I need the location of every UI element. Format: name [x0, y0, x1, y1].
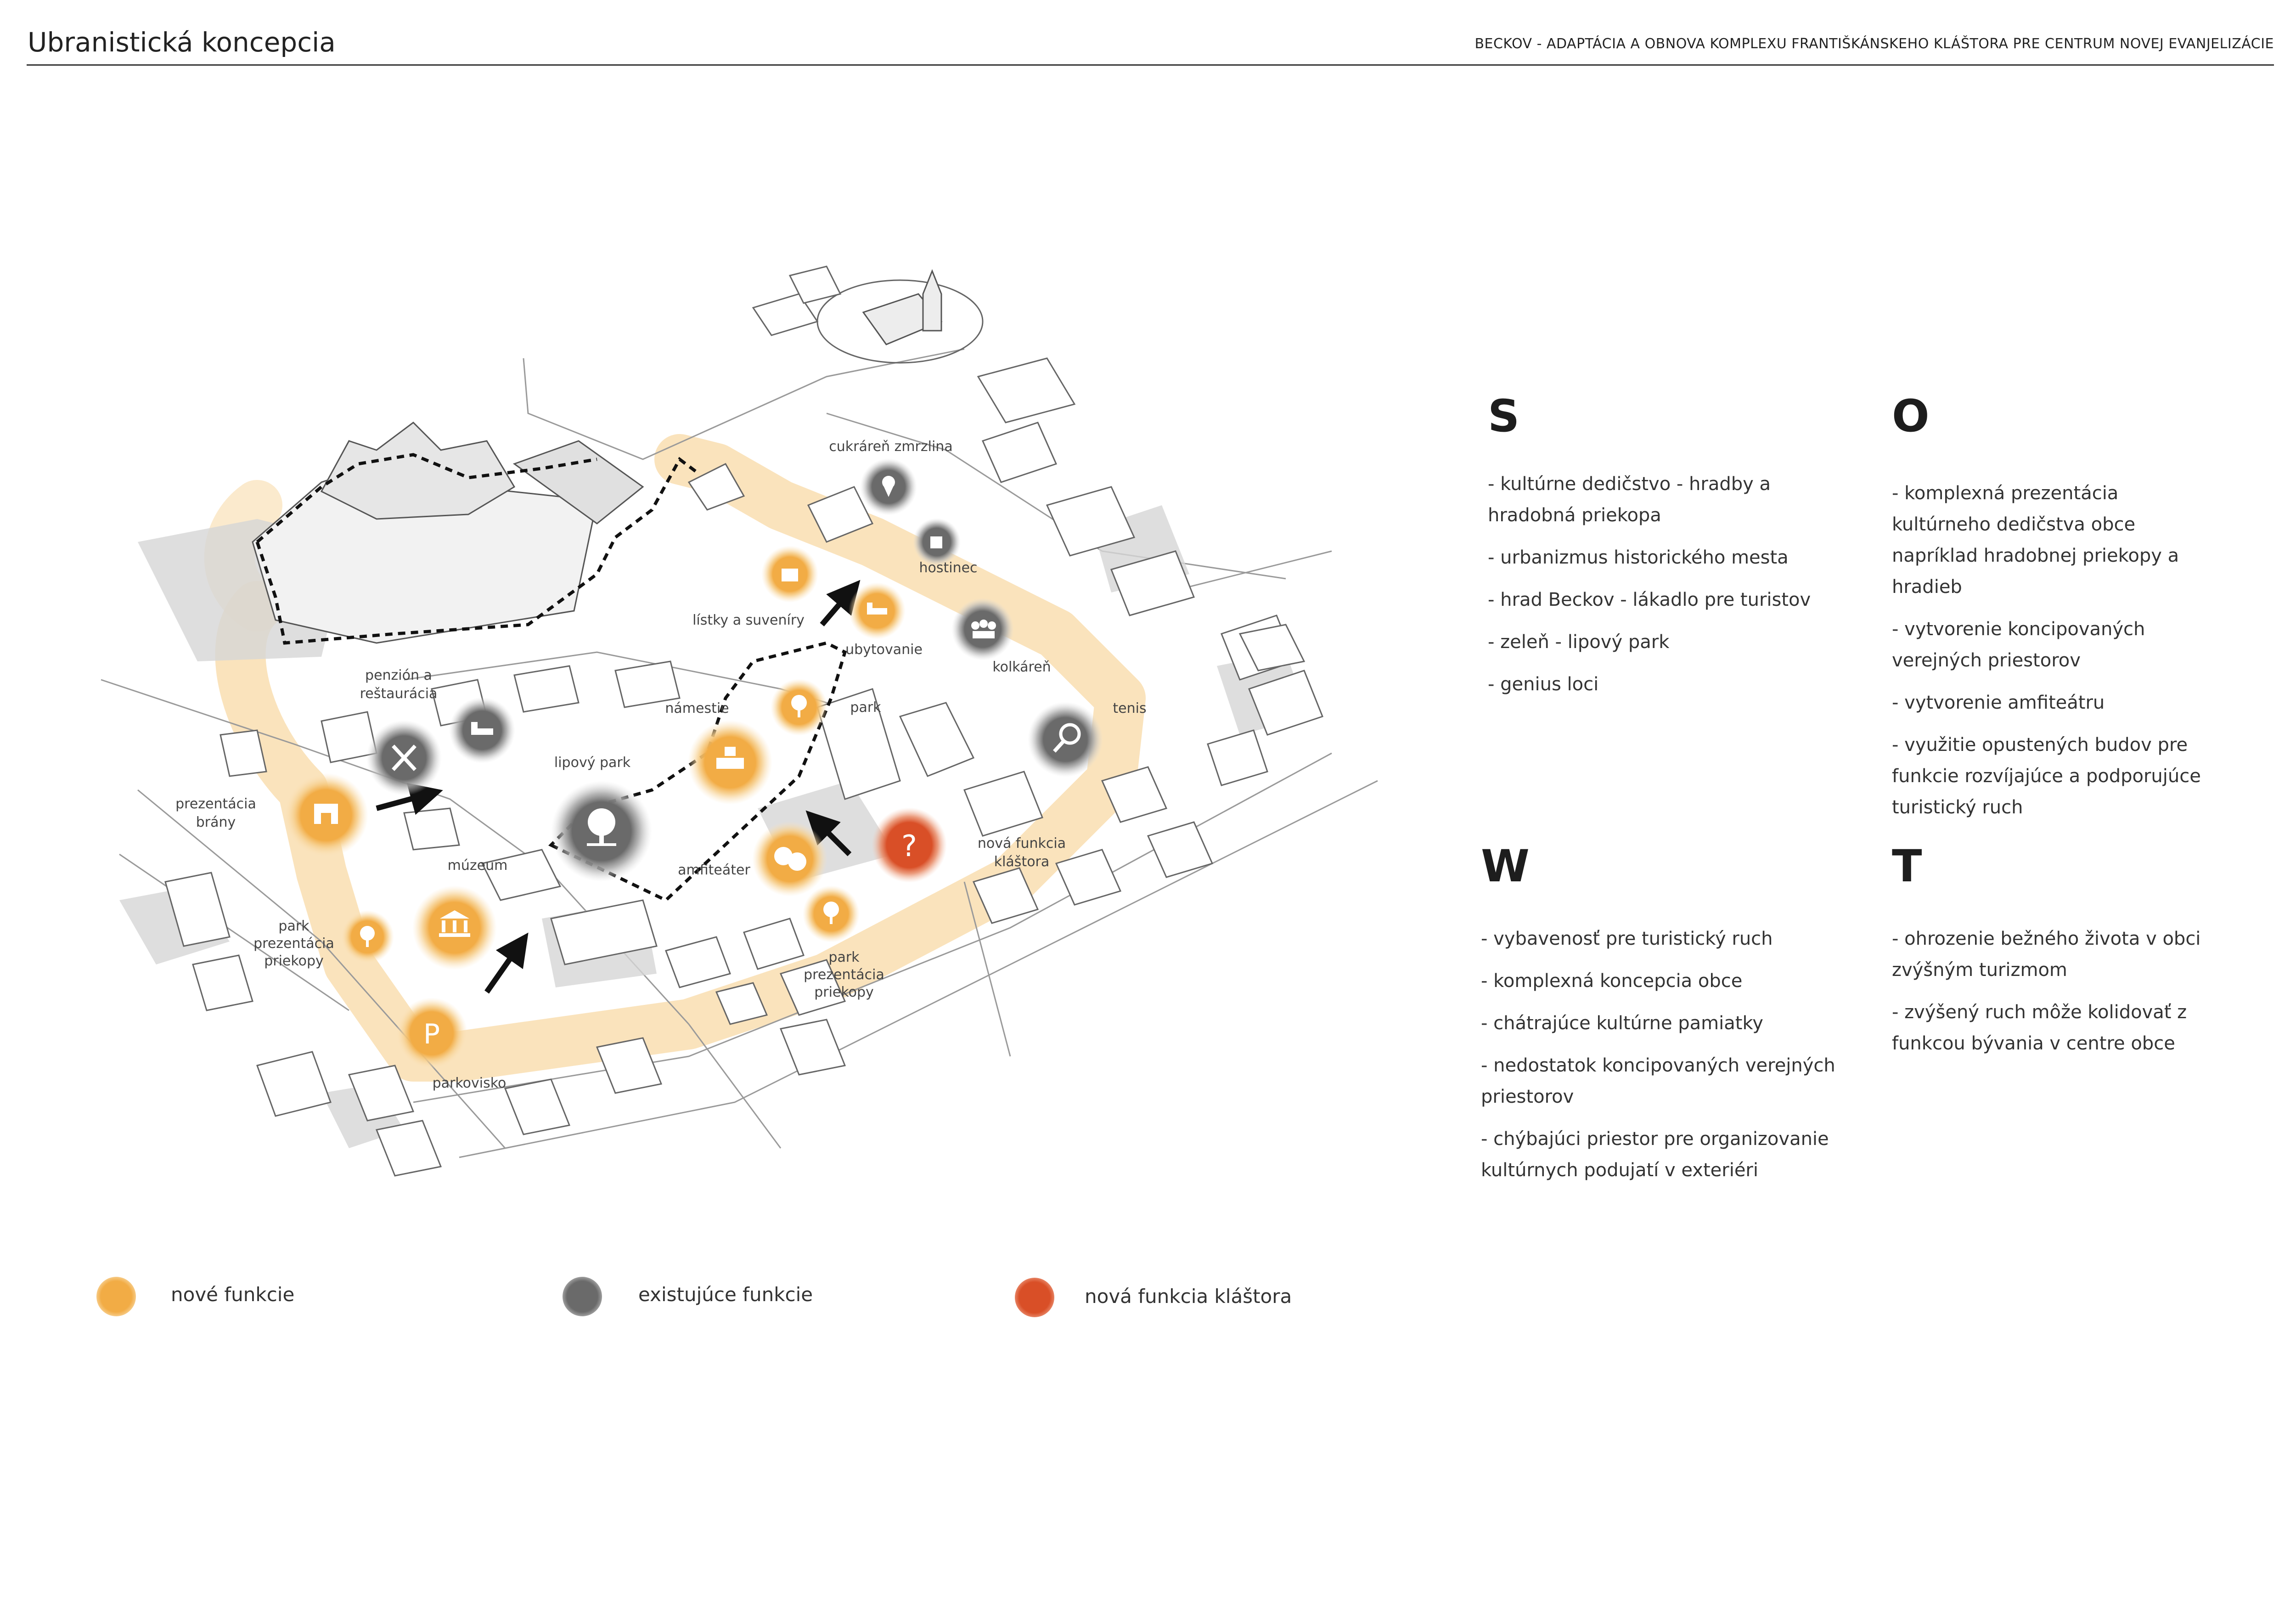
label-amfiteater: amfiteáter — [678, 862, 750, 878]
label-penzion-line1: penzión a — [365, 667, 432, 683]
project-subtitle: BECKOV - ADAPTÁCIA A OBNOVA KOMPLEXU FRANTIŠKÁNSKEHO KLÁŠTORA PRE CENTRUM NOVEJ EVANJELIZÁCIE — [1474, 36, 2274, 52]
label-lipovy-park: lipový park — [554, 755, 631, 771]
label-park-priekopy-left-line3: priekopy — [264, 953, 324, 969]
swot-o-item: - vytvorenie koncipovaných verejných priestorov — [1892, 619, 2145, 671]
swot-t-item: - zvýšený ruch môže kolidovať z funkcou bývania v centre obce — [1892, 1002, 2187, 1054]
legend-new-label: nové funkcie — [171, 1283, 295, 1306]
label-kolkaren: kolkáreň — [992, 659, 1051, 675]
swot-t-heading: T — [1892, 840, 1922, 892]
label-namestie: námestie — [665, 700, 729, 716]
label-cukraren: cukráreň zmrzlina — [829, 439, 953, 455]
swot-o-item: - komplexná prezentácia kultúrneho dedičstva obce napríklad hradobnej priekopy a hradieb — [1892, 483, 2179, 598]
swot-o-item: - vytvorenie amfiteátru — [1892, 692, 2105, 713]
marker-kolkaren — [951, 598, 1014, 660]
label-penzion-line2: reštaurácia — [360, 686, 438, 702]
legend-monastery-label: nová funkcia kláštora — [1085, 1285, 1292, 1308]
swot-t-list — [1892, 923, 2223, 1070]
legend-monastery-dot — [1015, 1278, 1054, 1317]
swot-o-list — [1892, 478, 2223, 834]
marker-park-priekopy-right — [803, 885, 860, 942]
marker-muzeum — [412, 885, 497, 970]
swot-o-heading: O — [1892, 390, 1930, 442]
marker-parkovisko — [396, 998, 467, 1069]
label-muzeum: múzeum — [447, 857, 508, 874]
page-title: Ubranistická koncepcia — [28, 27, 336, 58]
swot-w-item: - chátrajúce kultúrne pamiatky — [1481, 1013, 1763, 1034]
swot-s-item: - hrad Beckov - lákadlo pre turistov — [1488, 589, 1811, 610]
swot-t-item: - ohrozenie bežného života v obci zvýšným turizmom — [1892, 928, 2201, 981]
swot-w-item: - vybavenosť pre turistický ruch — [1481, 928, 1773, 949]
marker-prezentacia-brany — [284, 773, 368, 857]
label-park-priekopy-left-line1: park — [278, 918, 310, 934]
legend-existing-dot — [563, 1277, 602, 1316]
label-park-priekopy-right-line3: priekopy — [814, 984, 874, 1000]
church — [817, 271, 983, 363]
marker-namestie-fountain — [688, 720, 772, 805]
swot-s-item: - zeleň - lipový park — [1488, 632, 1670, 653]
label-nova-funkcia-line1: nová funkcia — [977, 835, 1066, 851]
swot-w-list — [1481, 923, 1839, 1197]
swot-s-item: - genius loci — [1488, 674, 1599, 695]
label-park-priekopy-left-line2: prezentácia — [253, 936, 334, 952]
swot-s-heading: S — [1488, 390, 1520, 442]
marker-hostinec — [913, 518, 961, 566]
label-park: park — [850, 699, 881, 716]
marker-park — [771, 679, 827, 736]
marker-penzion — [449, 697, 515, 763]
svg-text:P: P — [423, 1018, 440, 1050]
legend-existing-label: existujúce funkcie — [638, 1283, 813, 1306]
swot-s-list — [1488, 468, 1846, 711]
label-hostinec: hostinec — [919, 560, 978, 576]
svg-text:?: ? — [901, 829, 917, 863]
legend-new-dot — [96, 1277, 136, 1316]
marker-lipovy-park — [551, 781, 652, 882]
swot-s-item: - kultúrne dedičstvo - hradby a hradobná priekopa — [1488, 474, 1771, 526]
label-ubytovanie: ubytovanie — [845, 642, 923, 658]
marker-amfiteater — [752, 821, 827, 897]
label-prezentacia-brany-line1: prezentácia — [175, 796, 256, 812]
marker-ubytovanie — [849, 582, 906, 639]
marker-tenis — [1028, 702, 1103, 777]
marker-listky-suveniry — [761, 546, 818, 603]
castle — [253, 423, 698, 643]
swot-w-heading: W — [1481, 840, 1530, 892]
label-prezentacia-brany-line2: brány — [196, 814, 236, 830]
label-tenis: tenis — [1113, 700, 1147, 716]
swot-w-item: - nedostatok koncipovaných verejných priestorov — [1481, 1055, 1835, 1107]
label-park-priekopy-right-line1: park — [828, 949, 860, 965]
marker-cukraren — [860, 458, 917, 515]
label-nova-funkcia-line2: kláštora — [994, 854, 1050, 870]
label-listky: lístky a suveníry — [692, 612, 805, 628]
marker-restauracia — [366, 720, 442, 795]
swot-w-item: - chýbajúci priestor pre organizovanie kultúrnych podujatí v exteriéri — [1481, 1128, 1829, 1181]
swot-w-item: - komplexná koncepcia obce — [1481, 970, 1743, 992]
swot-o-item: - využitie opustených budov pre funkcie rozvíjajúce a podporujúce turistický ruch — [1892, 734, 2201, 818]
label-parkovisko: parkovisko — [432, 1075, 506, 1091]
buildings — [165, 266, 1322, 1176]
label-park-priekopy-right-line2: prezentácia — [804, 967, 884, 983]
marker-park-priekopy-left — [341, 910, 394, 964]
marker-nova-funkcia-klastora — [872, 807, 947, 883]
swot-s-item: - urbanizmus historického mesta — [1488, 547, 1789, 568]
urban-concept-map — [0, 0, 1446, 1286]
